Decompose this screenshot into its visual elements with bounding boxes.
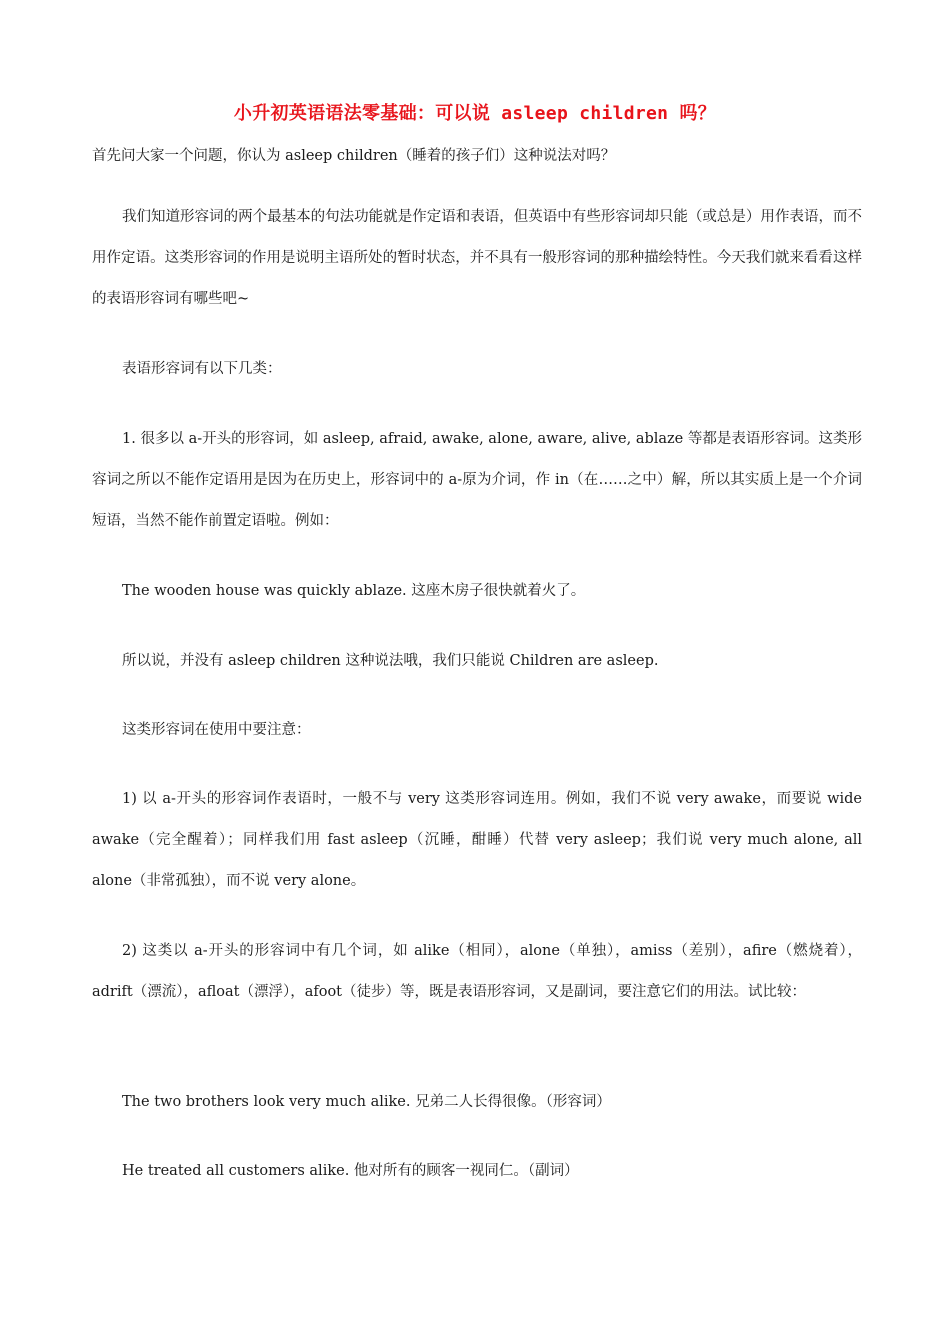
- paragraph-example-adjective: The two brothers look very much alike. 兄弟二人长得很像。（形容词）: [122, 1094, 611, 1110]
- paragraph-note-2: 2) 这类以 a-开头的形容词中有几个词，如 alike（相同），alone（单独），amiss（差别），afire（燃烧着），adrift（漂流），afloat（漂浮），afoot（徒步）等，既是表语形容词，又是副词，要注意它们的用法。试比较：: [92, 943, 862, 1000]
- paragraph-point-1: 1. 很多以 a-开头的形容词，如 asleep, afraid, awake, alone, aware, alive, ablaze 等都是表语形容词。这类形容词之所以不能作定语用是因为在历史上，形容词中的 a-原为介词，作 in（在……之中）解，所以其实质上是一个介词短语，当然不能作前置定语啦。例如：: [92, 431, 862, 529]
- document-title: 小升初英语语法零基础：可以说 asleep children 吗？: [233, 103, 717, 124]
- paragraph-example-adverb: He treated all customers alike. 他对所有的顾客一视同仁。（副词）: [122, 1163, 579, 1179]
- paragraph-example-1: The wooden house was quickly ablaze. 这座木房子很快就着火了。: [122, 583, 586, 599]
- paragraph-categories-heading: 表语形容词有以下几类：: [122, 361, 282, 377]
- paragraph-conclusion: 所以说，并没有 asleep children 这种说法哦，我们只能说 Children are asleep.: [122, 653, 659, 669]
- paragraph-note-1: 1) 以 a-开头的形容词作表语时，一般不与 very 这类形容词连用。例如，我们不说 very awake，而要说 wide awake（完全醒着）；同样我们用 fast asleep（沉睡，酣睡）代替 very asleep；我们说 very much alone, all alone（非常孤独），而不说 very alone。: [92, 791, 862, 889]
- paragraph-intro: 我们知道形容词的两个最基本的句法功能就是作定语和表语，但英语中有些形容词却只能（或总是）用作表语，而不用作定语。这类形容词的作用是说明主语所处的暂时状态，并不具有一般形容词的那种描绘特性。今天我们就来看看这样的表语形容词有哪些吧~: [92, 209, 862, 307]
- paragraph-notes-heading: 这类形容词在使用中要注意：: [122, 722, 311, 738]
- paragraph-question: 首先问大家一个问题，你认为 asleep children（睡着的孩子们）这种说法对吗？: [92, 148, 616, 164]
